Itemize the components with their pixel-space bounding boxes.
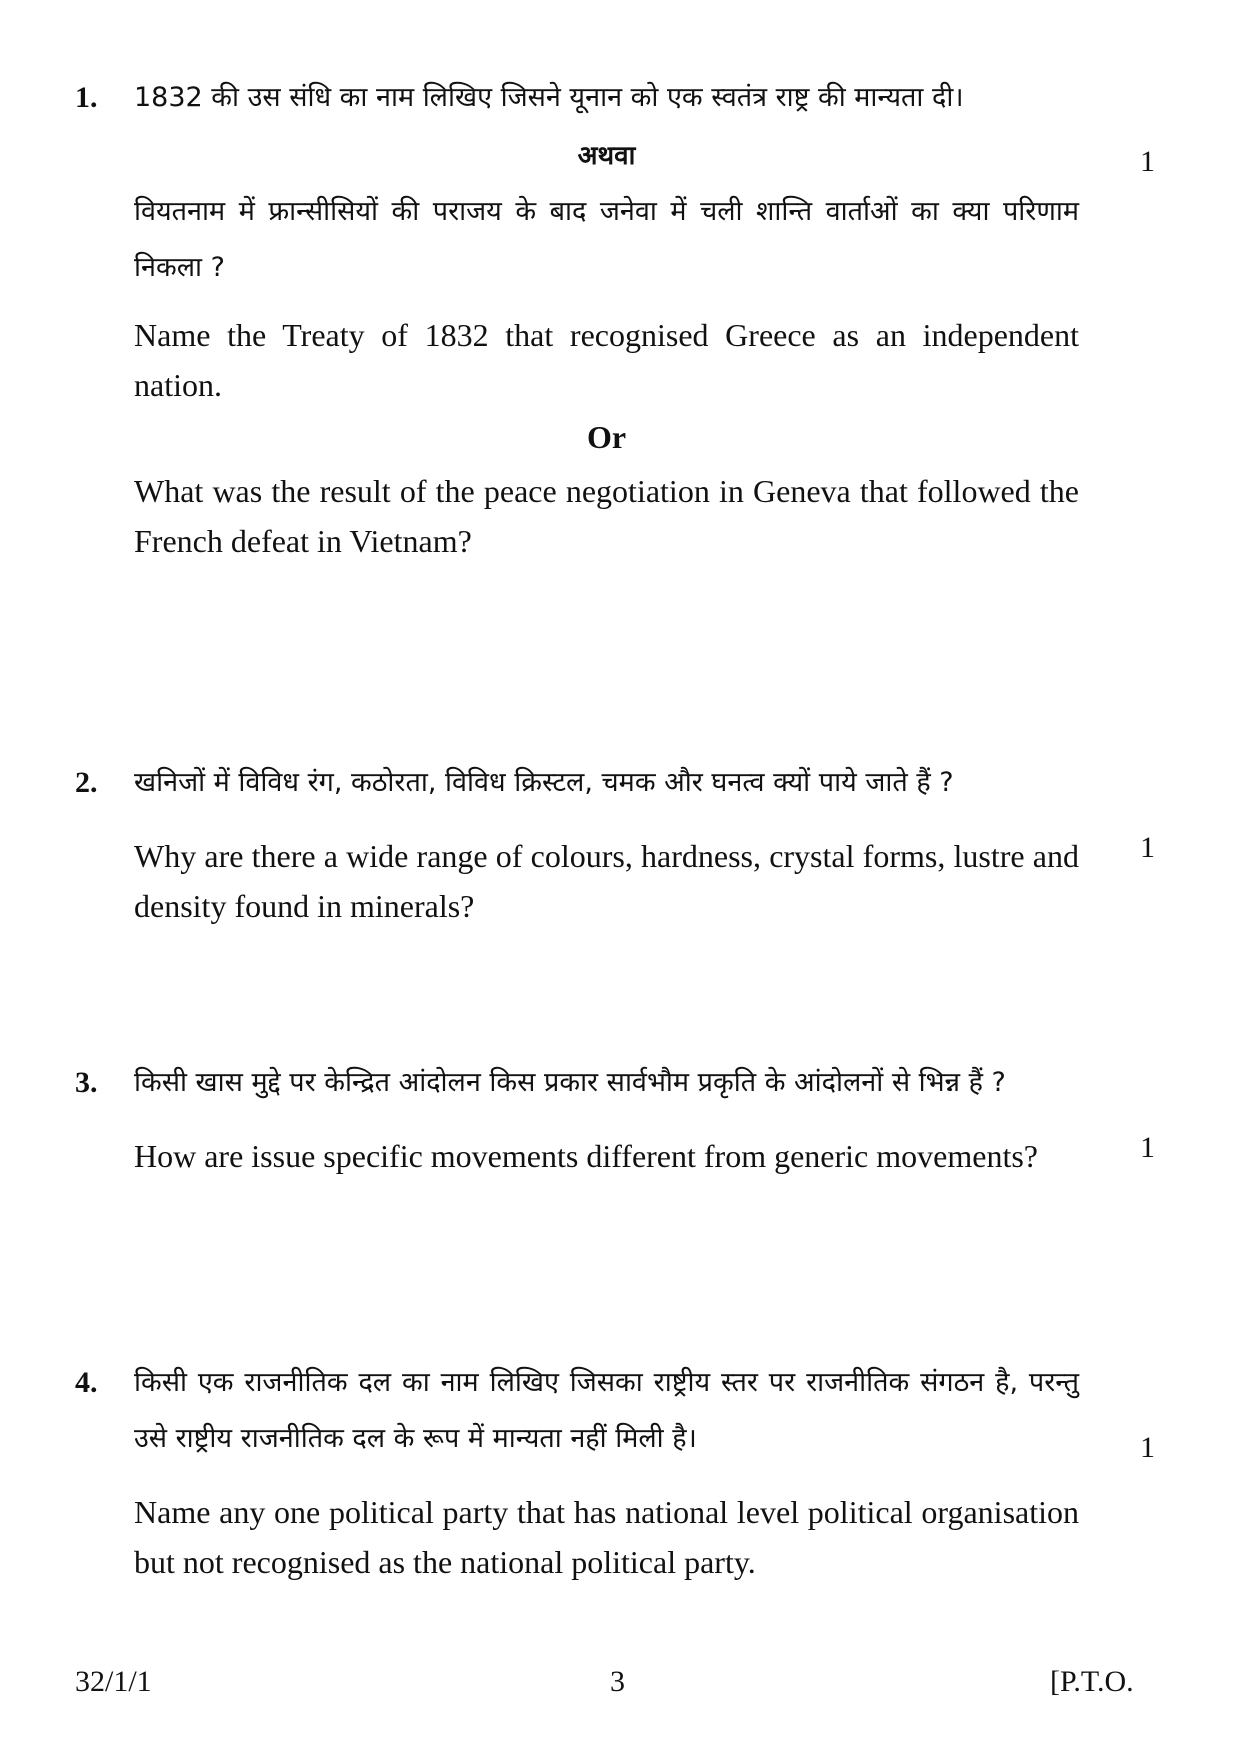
question-text-hindi: 1832 की उस संधि का नाम लिखिए जिसने यूनान को एक स्वतंत्र राष्ट्र की मान्यता दी।: [134, 82, 964, 113]
question-body: [134, 755, 1079, 931]
question-body: [134, 70, 1079, 566]
question-text-hindi: किसी एक राजनीतिक दल का नाम लिखिए जिसका राष्ट्रीय स्तर पर राजनीतिक संगठन है, परन्तु उसे राष्ट्रीय राजनीतिक दल के रूप में मान्यता नहीं मिली है।: [134, 1367, 1079, 1454]
alternative-question-hindi: वियतनाम में फ्रान्सीसियों की पराजय के बाद जनेवा में चली शान्ति वार्ताओं का क्या परिणाम निकला ?: [134, 196, 1079, 283]
paper-code: 32/1/1: [75, 1665, 152, 1698]
question-body: [134, 1355, 1079, 1587]
question-text-english: Name the Treaty of 1832 that recognised Greece as an independent nation.: [134, 317, 1079, 403]
question-2-marks: 1: [1140, 831, 1155, 864]
question-4-marks: 1: [1140, 1431, 1155, 1464]
question-text-english: Name any one political party that has national level political organisation but not recognised as the national political party.: [134, 1494, 1079, 1580]
or-separator-english: Or: [586, 419, 627, 455]
question-text-english: How are issue specific movements different from generic movements?: [134, 1138, 1038, 1174]
question-number: 3.: [75, 1066, 98, 1099]
question-text-english: Why are there a wide range of colours, hardness, crystal forms, lustre and density found in minerals?: [134, 838, 1079, 924]
page-number: 3: [610, 1665, 625, 1698]
alternative-question-english: What was the result of the peace negotiation in Geneva that followed the French defeat in Vietnam?: [134, 473, 1079, 559]
question-number: 2.: [75, 766, 98, 799]
or-separator-hindi: अथवा: [577, 141, 636, 171]
question-text-hindi: खनिजों में विविध रंग, कठोरता, विविध क्रिस्टल, चमक और घनत्व क्यों पाये जाते हैं ?: [134, 767, 954, 798]
please-turn-over: [P.T.O.: [1050, 1665, 1134, 1698]
question-1-marks: 1: [1140, 145, 1155, 178]
question-number: 4.: [75, 1366, 98, 1399]
question-body: [134, 1055, 1079, 1181]
question-3-marks: 1: [1140, 1131, 1155, 1164]
question-text-hindi: किसी खास मुद्दे पर केन्द्रित आंदोलन किस प्रकार सार्वभौम प्रकृति के आंदोलनों से भिन्न हैं ?: [134, 1067, 1006, 1098]
question-number: 1.: [75, 81, 98, 114]
